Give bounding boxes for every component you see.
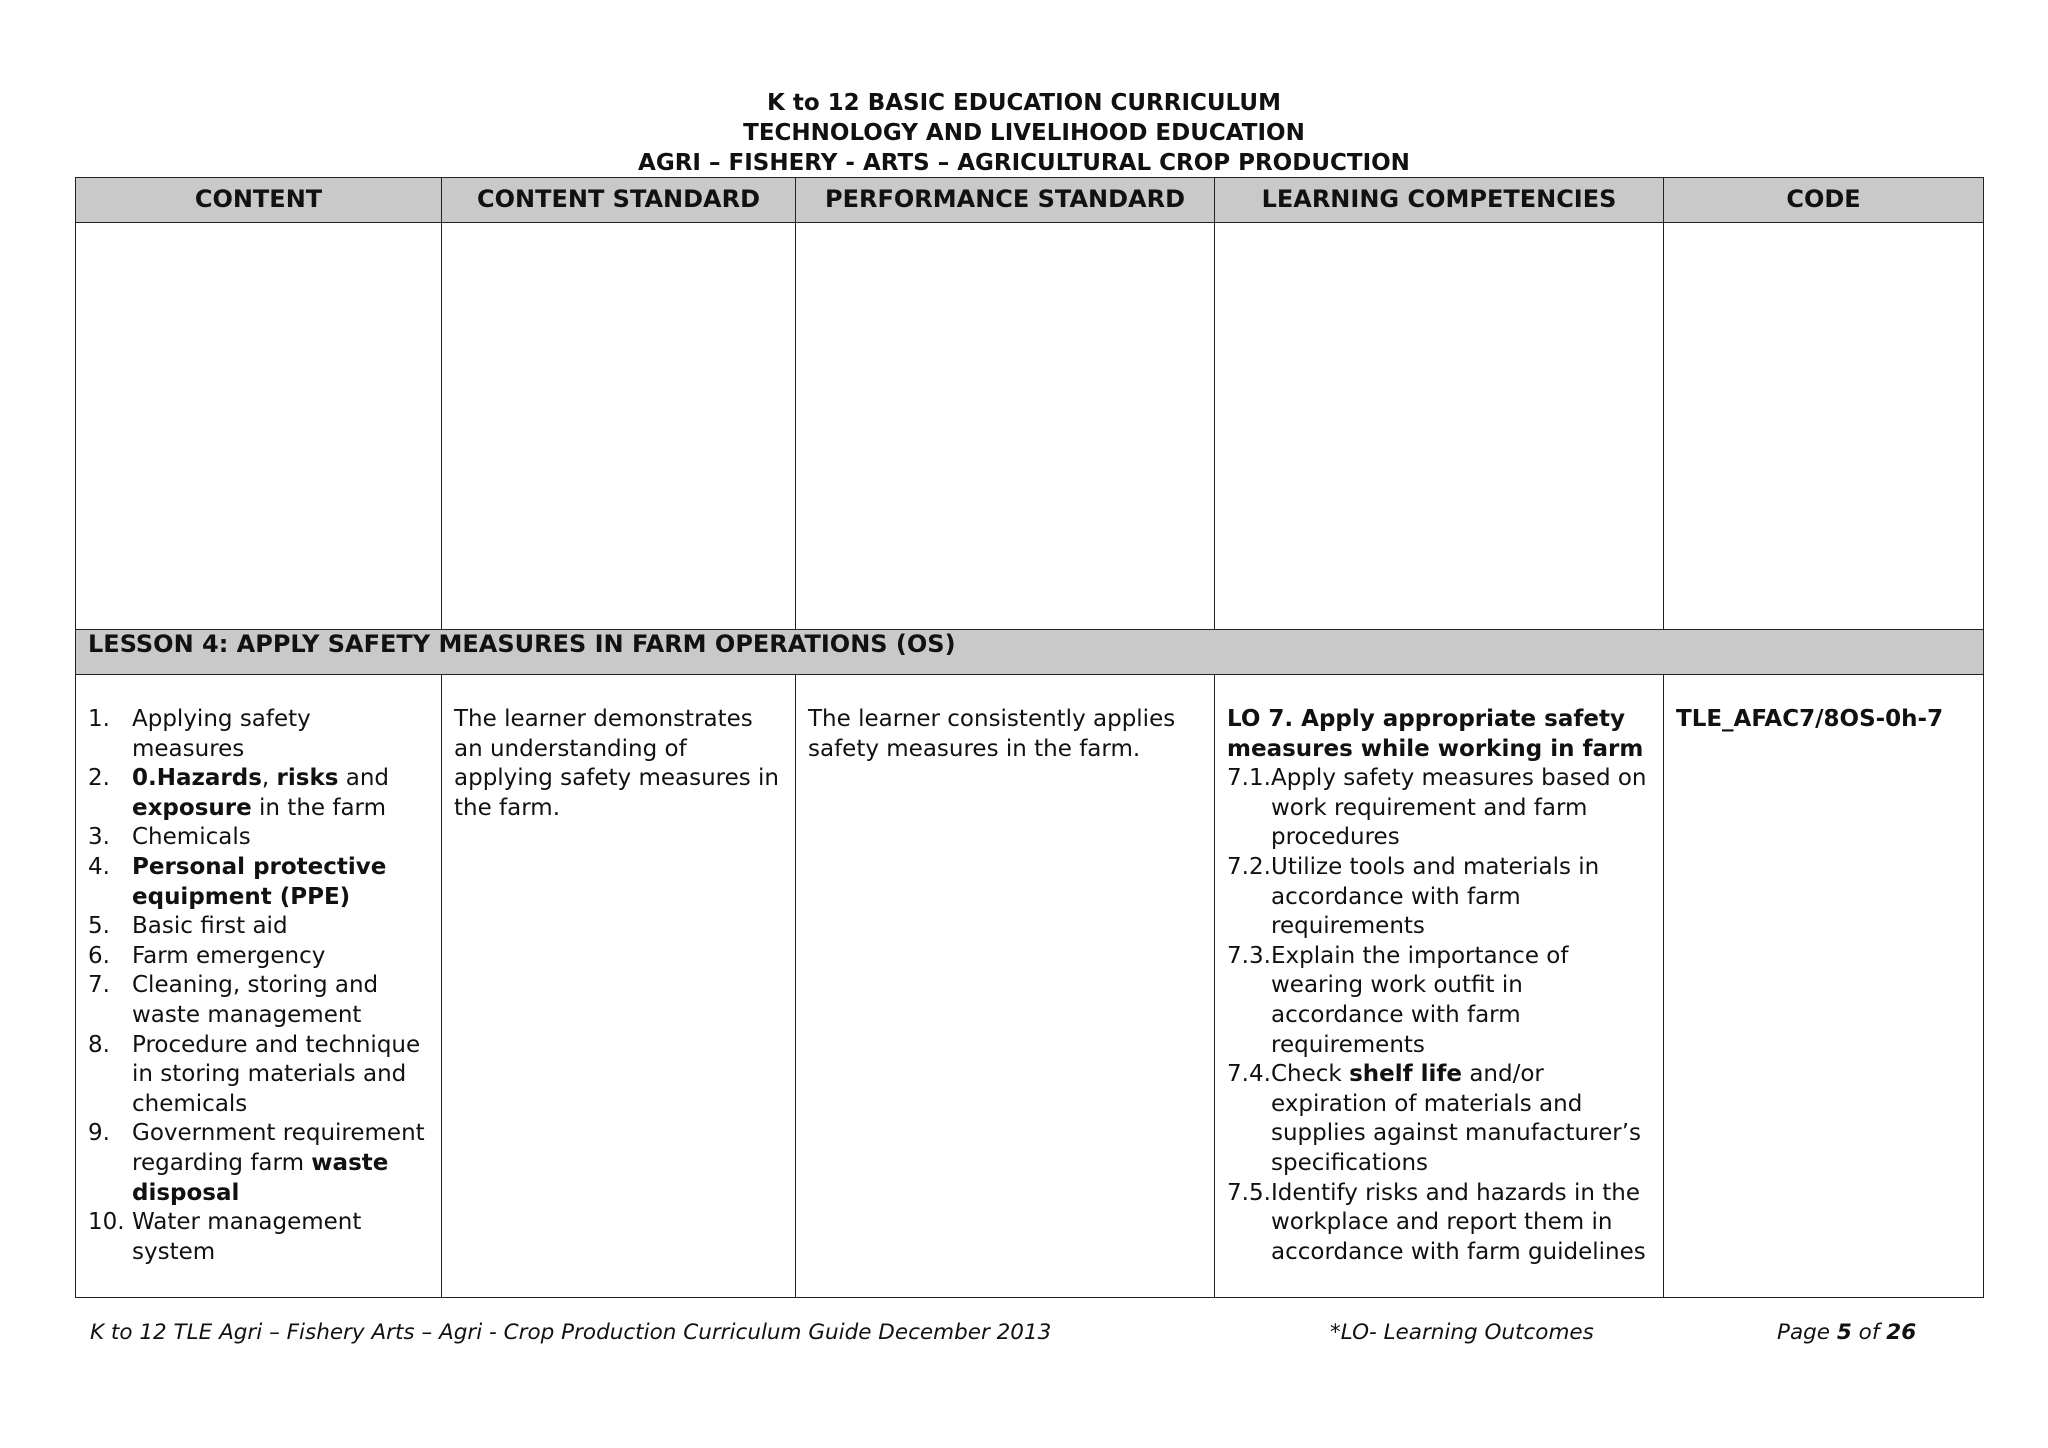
text-segment: Applying safety measures (132, 706, 311, 762)
competency-item (1227, 1060, 1651, 1178)
competency-item-text (1271, 1179, 1651, 1268)
column-header-content-standard: CONTENT STANDARD (442, 178, 796, 223)
text-segment: risks (276, 765, 339, 792)
footer-lo-note: *LO- Learning Outcomes (1330, 1320, 1594, 1345)
column-header-performance-standard: PERFORMANCE STANDARD (796, 178, 1215, 223)
page-total: 26 (1886, 1320, 1917, 1345)
header-line-3: AGRI – FISHERY - ARTS – AGRICULTURAL CROP PRODUCTION (638, 150, 1410, 176)
text-segment: Identify risks and hazards in the workplace and report them in accordance with farm guidelines (1271, 1179, 1646, 1265)
curriculum-table (75, 177, 1984, 1298)
competency-item-number: 7.2. (1227, 853, 1271, 880)
content-item-number: 9. (88, 1120, 110, 1147)
text-segment: Utilize tools and materials in accordance with farm requirements (1271, 853, 1600, 940)
text-segment: shelf life (1349, 1061, 1463, 1088)
empty-cell (796, 223, 1215, 630)
content-item-text (132, 942, 429, 972)
content-cell (76, 675, 442, 1298)
page-prefix: Page (1777, 1320, 1837, 1345)
text-segment: Explain the importance of wearing work outfit in accordance with farm requirements (1271, 942, 1569, 1058)
competency-item-number: 7.5. (1227, 1179, 1271, 1206)
text-segment: Check (1271, 1061, 1350, 1088)
text-segment: Apply safety measures based on work requirement and farm procedures (1271, 765, 1647, 851)
footer-guide-title: K to 12 TLE Agri – Fishery Arts – Agri - Crop Production Curriculum Guide December 2013 (90, 1320, 1052, 1345)
empty-cell (76, 223, 442, 630)
performance-standard-cell: The learner consistently applies safety measures in the farm. (796, 675, 1215, 1298)
competency-list (1227, 764, 1651, 1267)
content-item (88, 971, 429, 1030)
content-item (88, 942, 429, 972)
footer-page-number (1777, 1320, 1916, 1345)
header-line-2: TECHNOLOGY AND LIVELIHOOD EDUCATION (743, 120, 1305, 146)
content-item-text (132, 1031, 429, 1120)
competency-item (1227, 942, 1651, 1060)
content-item-text (132, 705, 429, 764)
content-item-number: 8. (88, 1031, 110, 1058)
table-header-row (76, 178, 1984, 223)
document-header (0, 88, 2048, 178)
competency-item-text (1271, 1060, 1651, 1178)
lesson-content-row (76, 675, 1984, 1298)
text-segment: Farm emergency (132, 942, 326, 969)
page-of: of (1851, 1320, 1887, 1345)
learning-outcome-title: LO 7. Apply appropriate safety measures while working in farm (1227, 706, 1644, 762)
text-segment: exposure (132, 794, 252, 821)
empty-cell (1664, 223, 1984, 630)
content-item-text (132, 1119, 429, 1208)
competency-item (1227, 764, 1651, 853)
header-line-1: K to 12 BASIC EDUCATION CURRICULUM (767, 90, 1281, 116)
content-item-text (132, 1208, 429, 1267)
content-item-text (132, 764, 429, 823)
text-segment: and/or expiration of materials and supplies against manufacturer’s specifications (1271, 1061, 1641, 1176)
text-segment: 0.Hazards (132, 765, 262, 792)
content-item-number: 2. (88, 765, 110, 792)
learning-competencies-cell (1215, 675, 1664, 1298)
empty-table-row (76, 223, 1984, 630)
content-item (88, 853, 429, 912)
text-segment: Basic first aid (132, 913, 288, 940)
content-item-number: 1. (88, 706, 110, 732)
text-segment: in the farm (251, 794, 387, 821)
text-segment: waste disposal (132, 1149, 389, 1206)
content-item-text (132, 912, 429, 942)
content-item-text (132, 971, 429, 1030)
content-item-number: 3. (88, 824, 110, 851)
competency-item-number: 7.1. (1227, 765, 1271, 792)
content-item-text (132, 823, 429, 853)
text-segment: Procedure and technique in storing materials and chemicals (132, 1031, 421, 1117)
competency-item (1227, 853, 1651, 942)
column-header-learning-competencies: LEARNING COMPETENCIES (1215, 178, 1664, 223)
content-item (88, 1208, 429, 1267)
content-item-number: 6. (88, 942, 110, 969)
content-item-number: 5. (88, 913, 110, 940)
content-item (88, 823, 429, 853)
content-item-number: 7. (88, 972, 110, 999)
content-item (88, 705, 429, 764)
code-cell: TLE_AFAC7/8OS-0h-7 (1664, 675, 1984, 1298)
competency-item-text (1271, 853, 1651, 942)
text-segment: Water management system (132, 1209, 362, 1265)
competency-item-number: 7.3. (1227, 942, 1271, 969)
content-item-number: 10. (88, 1209, 125, 1236)
content-item-number: 4. (88, 853, 110, 880)
competency-item-text (1271, 764, 1651, 853)
text-segment: Personal protective equipment (PPE) (132, 853, 387, 910)
content-item-text (132, 853, 429, 912)
content-item (88, 1031, 429, 1120)
empty-cell (1215, 223, 1664, 630)
empty-cell (442, 223, 796, 630)
text-segment: , (261, 765, 277, 792)
content-item (88, 764, 429, 823)
competency-item-number: 7.4. (1227, 1061, 1271, 1088)
lesson-title: LESSON 4: APPLY SAFETY MEASURES IN FARM OPERATIONS (OS) (76, 630, 1984, 675)
content-list (88, 705, 429, 1267)
text-segment: Government requirement regarding farm (132, 1120, 425, 1176)
column-header-code: CODE (1664, 178, 1984, 223)
text-segment: and (338, 765, 390, 792)
lesson-title-row (76, 630, 1984, 675)
content-standard-cell: The learner demonstrates an understanding of applying safety measures in the farm. (442, 675, 796, 1298)
competency-item-text (1271, 942, 1651, 1060)
text-segment: Chemicals (132, 824, 251, 851)
column-header-content: CONTENT (76, 178, 442, 223)
text-segment: Cleaning, storing and waste management (132, 972, 379, 1028)
content-item (88, 1119, 429, 1208)
content-item (88, 912, 429, 942)
page-current: 5 (1836, 1320, 1852, 1345)
competency-item (1227, 1179, 1651, 1268)
